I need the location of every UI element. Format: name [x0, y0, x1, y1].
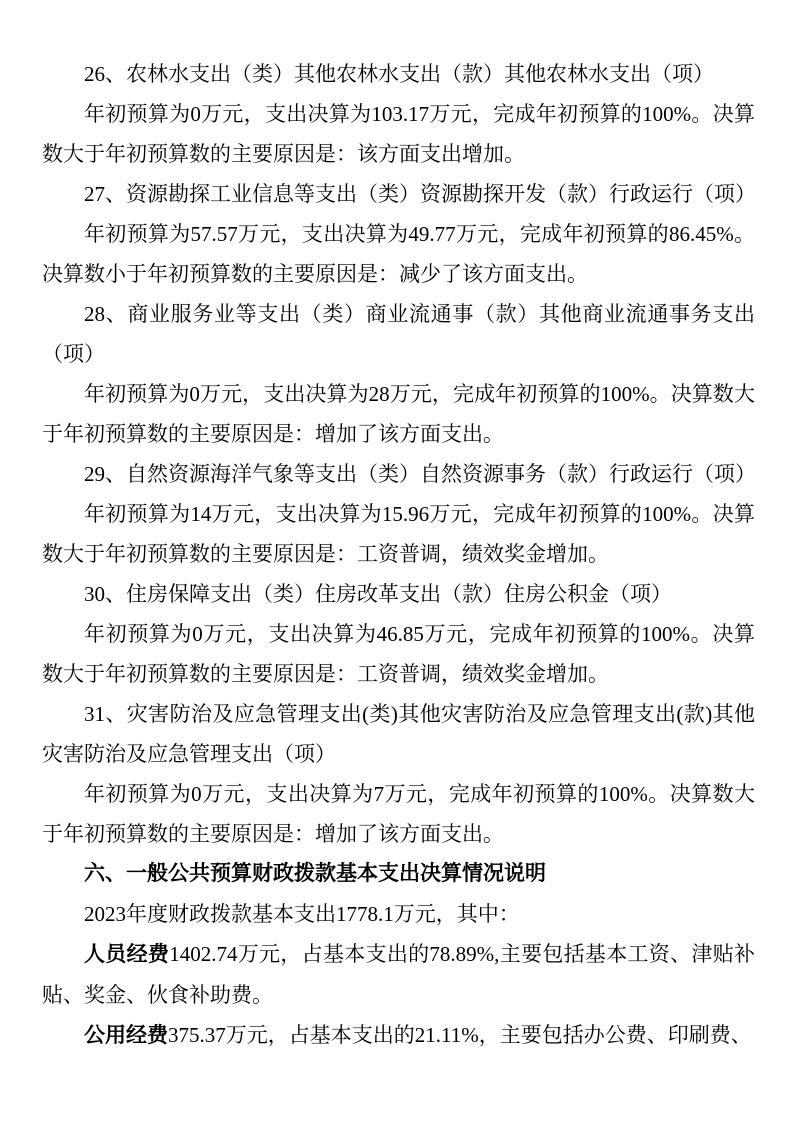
- paragraph-item-29-detail: [42, 494, 755, 574]
- document-body: [42, 54, 755, 1056]
- text-run: 27、资源勘探工业信息等支出（类）资源勘探开发（款）行政运行（项）: [84, 182, 756, 206]
- bold-text-run: 六、一般公共预算财政拨款基本支出决算情况说明: [84, 862, 546, 885]
- text-run: 1402.74万元，占基本支出的78.89%,主要包括基本工资、津贴补贴、奖金、伙食补助费。: [42, 942, 756, 1007]
- text-run: 年初预算为0万元，支出决算为7万元，完成年初预算的100%。决算数大于年初预算数的主要原因是：增加了该方面支出。: [42, 782, 755, 846]
- text-run: 29、自然资源海洋气象等支出（类）自然资源事务（款）行政运行（项）: [84, 462, 756, 486]
- paragraph-item-28-heading: [42, 294, 755, 374]
- text-run: 31、灾害防治及应急管理支出(类)其他灾害防治及应急管理支出(款)其他灾害防治及应急管理支出（项）: [42, 702, 755, 766]
- paragraph-public-funds: [42, 1015, 755, 1056]
- paragraph-item-27-detail: [42, 214, 755, 294]
- paragraph-item-30-heading: [42, 574, 755, 614]
- paragraph-item-31-detail: [42, 774, 755, 854]
- text-run: 28、商业服务业等支出（类）商业流通事（款）其他商业流通事务支出（项）: [42, 302, 755, 366]
- text-run: 30、住房保障支出（类）住房改革支出（款）住房公积金（项）: [84, 582, 672, 606]
- text-run: 2023年度财政拨款基本支出1778.1万元，其中：: [84, 902, 520, 926]
- paragraph-item-29-heading: [42, 454, 755, 494]
- text-run: 年初预算为57.57万元，支出决算为49.77万元，完成年初预算的86.45%。决算数小于年初预算数的主要原因是：减少了该方面支出。: [42, 222, 755, 286]
- text-run: 年初预算为0万元，支出决算为28万元，完成年初预算的100%。决算数大于年初预算数的主要原因是：增加了该方面支出。: [42, 382, 755, 446]
- paragraph-item-30-detail: [42, 614, 755, 694]
- paragraph-personnel-funds: [42, 934, 755, 1015]
- text-run: 年初预算为0万元，支出决算为103.17万元，完成年初预算的100%。决算数大于年初预算数的主要原因是：该方面支出增加。: [42, 102, 755, 166]
- paragraph-item-28-detail: [42, 374, 755, 454]
- text-run: 375.37万元，占基本支出的21.11%，主要包括办公费、印刷费、: [168, 1023, 752, 1047]
- text-run: 年初预算为0万元，支出决算为46.85万元，完成年初预算的100%。决算数大于年初预算数的主要原因是：工资普调，绩效奖金增加。: [42, 622, 755, 686]
- bold-text-run: 公用经费: [84, 1024, 168, 1047]
- paragraph-section-6-heading: [42, 854, 755, 894]
- paragraph-item-27-heading: [42, 174, 755, 214]
- paragraph-item-26-detail: [42, 94, 755, 174]
- text-run: 26、农林水支出（类）其他农林水支出（款）其他农林水支出（项）: [84, 62, 714, 86]
- bold-text-run: 人员经费: [84, 943, 170, 966]
- paragraph-basic-expenditure-total: [42, 894, 755, 934]
- paragraph-item-31-heading: [42, 694, 755, 774]
- text-run: 年初预算为14万元，支出决算为15.96万元，完成年初预算的100%。决算数大于年初预算数的主要原因是：工资普调，绩效奖金增加。: [42, 502, 755, 566]
- paragraph-item-26-heading: [42, 54, 755, 94]
